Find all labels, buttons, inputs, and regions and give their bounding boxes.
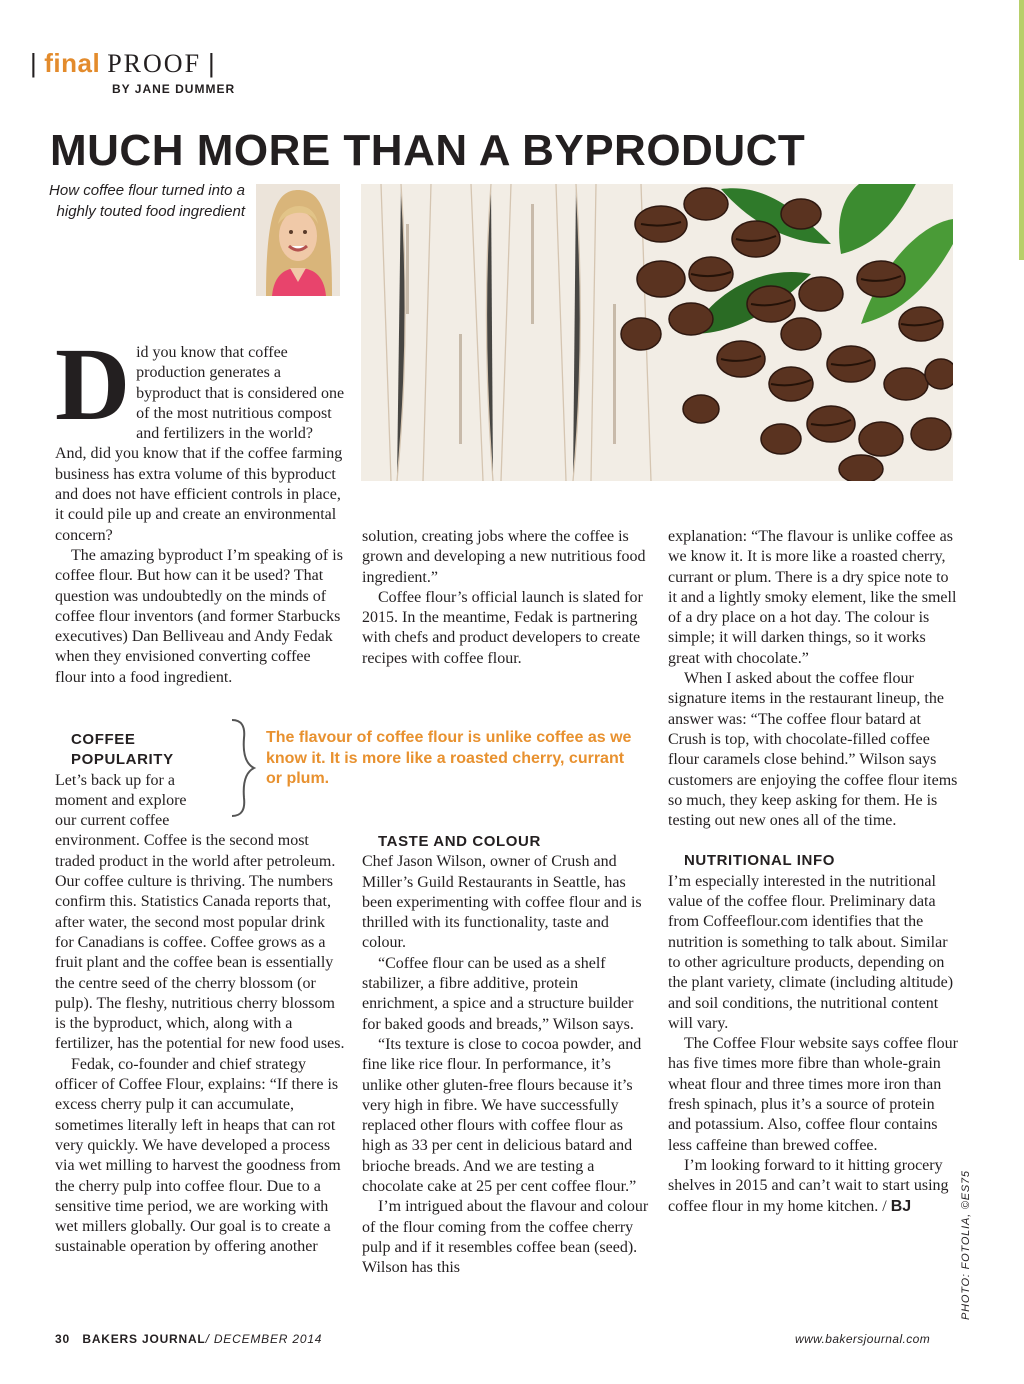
col2-paragraph-6: I’m intrigued about the flavour and colour of the flour coming from the coffee cherry pulp and if it resembles coffee bean (seed). Wilson has this (362, 1198, 649, 1277)
headline: MUCH MORE THAN A BYPRODUCT (50, 126, 806, 175)
pullquote-brace (226, 718, 260, 818)
magazine-name: BAKERS JOURNAL (82, 1332, 206, 1346)
col2-paragraph-3: Chef Jason Wilson, owner of Crush and Miller’s Guild Restaurants in Seattle, has been experimenting with coffee flour and is thrilled with its functionality, taste and colour. (362, 853, 642, 952)
footer-folio (55, 1332, 322, 1346)
deck: How coffee flour turned into a highly touted food ingredient (49, 182, 245, 220)
column-2 (362, 527, 652, 669)
drop-cap: D (55, 327, 131, 442)
col3-paragraph-2: When I asked about the coffee flour signature items in the restaurant lineup, the answer was: “The coffee flour batard at Crush is top, with chocolate-filled coffee flour caramels close behind.” Wilson says customers are enjoying the coffee flour items so much, they keep asking for them. He is testing out new ones all of the time. (668, 670, 958, 830)
column-3 (668, 527, 958, 1217)
col1-paragraph-1: id you know that coffee production generates a byproduct that is considered one of the most nutritious compost and fertilizers in the world? And, did you know that if the coffee farming business has extra volume of this byproduct and does not have efficient controls in place, it could pile up and create an environmental concern? (55, 344, 345, 544)
pullquote: The flavour of coffee flour is unlike coffee as we know it. It is more like a roasted cherry, currant or plum. (266, 729, 632, 787)
page-edge-accent (1019, 0, 1024, 260)
issue-date: / DECEMBER 2014 (205, 1332, 323, 1346)
column-tag-bar-right: | (208, 48, 216, 78)
column-tag (30, 48, 215, 79)
website-url: www.bakersjournal.com (795, 1332, 931, 1346)
col2-paragraph-5: “Its texture is close to cocoa powder, and fine like rice flour. In performance, it’s unlike other gluten-free flours because it’s very high in fibre. We have successfully replaced other flours with coffee flour as high as 33 per cent in delicious batard and brioche breads. And we are testing a chocolate cake at 25 per cent coffee flour.” (362, 1035, 642, 1196)
col3-paragraph-5-text: I’m looking forward to it hitting grocery shelves in 2015 and can’t wait to start using coffee flour in my home kitchen. / (668, 1156, 949, 1215)
col2-paragraph-1: solution, creating jobs where the coffee is grown and developing a new nutritious food ingredient.” (362, 528, 646, 586)
column-tag-final: final (44, 48, 101, 78)
col3-paragraph-5 (668, 1156, 958, 1217)
subhead-nutritional-info: NUTRITIONAL INFO (684, 852, 835, 870)
col1-paragraph-4: Fedak, co-founder and chief strategy officer of Coffee Flour, explains: “If there is excess cherry pulp it can accumulate, sometimes literally left in heaps that can rot very quickly. We have developed a process via wet milling to harvest the goodness from the cherry pulp into coffee flour. Due to a sensitive time period, we are working with wet millers globally. Our goal is to create a sustainable operation by offering another (55, 1055, 341, 1256)
col3-paragraph-3: I’m especially interested in the nutritional value of the coffee flour. Preliminary data from Coffeeflour.com identifies that the nutrition is something to talk about. Similar to other agriculture products, depending on the plant variety, climate (including altitude) and soil conditions, the nutritional content will vary. (668, 872, 954, 1032)
column-tag-proof: PROOF (107, 49, 202, 78)
column-2-lower (362, 832, 652, 1279)
byline: BY JANE DUMMER (112, 82, 236, 96)
col2-paragraph-4: “Coffee flour can be used as a shelf stabilizer, a fibre additive, protein enrichment, a spice and a structure builder for baked goods and breads,” Wilson says. (362, 954, 634, 1033)
author-portrait (256, 184, 340, 296)
column-1 (55, 327, 345, 688)
column-tag-bar-left: | (30, 48, 38, 78)
column-1-lower (55, 730, 345, 1258)
signoff: BJ (890, 1197, 912, 1215)
hero-photo-coffee-beans (361, 184, 953, 481)
col1-paragraph-3: Let’s back up for a moment and explore our current coffee environment. Coffee is the second most traded product in the world after petroleum. Our coffee culture is thriving. The numbers confirm this. Statistics Canada reports that, after water, the second most popular drink for Canadians is coffee. Coffee grows as a fruit plant and the coffee bean is essentially the centre seed of the cherry blossom (or pulp). The fleshy, nutritious cherry blossom is the byproduct, which, along with a fertilizer, has the potential for new food uses. (55, 771, 345, 1053)
page-number: 30 (55, 1332, 70, 1346)
col1-paragraph-2: The amazing byproduct I’m speaking of is coffee flour. But how can it be used? That question was undoubtedly on the minds of coffee flour inventors (and former Starbucks executives) Dan Belliveau and Andy Fedak when they envisioned converting coffee flour into a food ingredient. (55, 546, 343, 686)
col2-paragraph-2: Coffee flour’s official launch is slated for 2015. In the meantime, Fedak is partnering with chefs and product developers to create recipes with coffee flour. (362, 588, 643, 667)
col3-paragraph-1: explanation: “The flavour is unlike coffee as we know it. It is more like a roasted cherry, currant or plum. There is a dry spice note to it and a lightly smoky element, like the smell of a dry place on a hot day. The colour is simple; it will darken things, so it works great with chocolate.” (668, 528, 957, 667)
photo-credit-text: PHOTO: FOTOLIA, ©ES75 (960, 1170, 972, 1320)
subhead-taste-and-colour: TASTE AND COLOUR (378, 833, 541, 850)
subhead-coffee-popularity-line2: POPULARITY (71, 751, 174, 769)
subhead-coffee-popularity-line1: COFFEE (71, 731, 136, 748)
col3-paragraph-4: The Coffee Flour website says coffee flour has five times more fibre than whole-grain wheat flour and three times more iron than fresh spinach, plus it’s a source of protein and potassium. Also, coffee flour contains less caffeine than brewed coffee. (668, 1035, 958, 1154)
photo-credit (960, 1170, 980, 1320)
